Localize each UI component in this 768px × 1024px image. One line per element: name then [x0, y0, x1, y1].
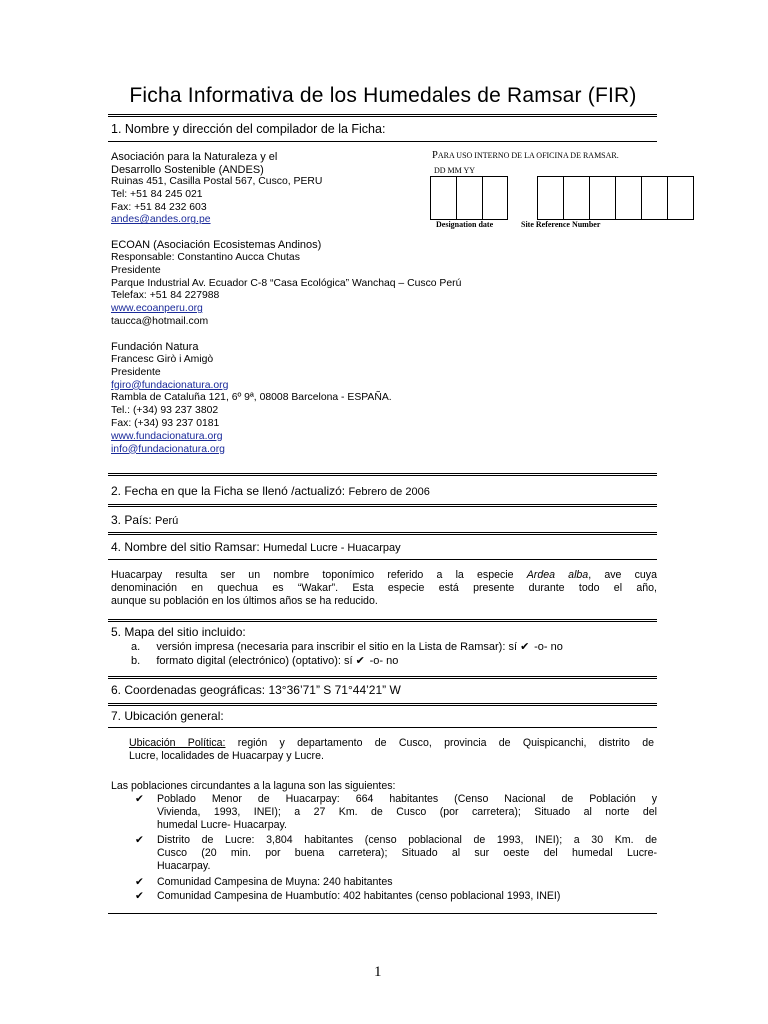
designation-date-label: Designation date: [436, 220, 494, 229]
office-label: PARA USO INTERNO DE LA OFICINA DE RAMSAR.: [432, 150, 619, 161]
fn-line: Francesc Girò i Amigò: [111, 354, 214, 365]
andes-email-link[interactable]: andes@andes.org.pe: [111, 214, 211, 226]
check-mark-icon: ✔: [135, 876, 144, 888]
divider: [108, 619, 657, 622]
section-3-heading: 3. País: Perú: [111, 513, 179, 527]
section-7-heading: 7. Ubicación general:: [111, 709, 224, 723]
divider: [108, 703, 657, 706]
list-item: Distrito de Lucre: 3,804 habitantes (censo poblacional de 1993, INEI); a 30 Km. de Cusco (20 min. por buena carretera); Situado al sur oeste del humedal Lucre- Huacarpay.: [157, 834, 657, 872]
site-name: Humedal Lucre - Huacarpay: [263, 542, 401, 554]
check-mark-icon: ✔: [135, 890, 144, 902]
site-reference-boxes[interactable]: [537, 176, 694, 220]
country: Perú: [155, 515, 179, 527]
divider: [108, 676, 657, 679]
fn-line: Fax: (+34) 93 237 0181: [111, 417, 220, 429]
fill-date: Febrero de 2006: [348, 486, 430, 498]
fn-info-link[interactable]: info@fundacionatura.org: [111, 443, 225, 455]
andes-contact: [111, 176, 322, 227]
fn-email-link[interactable]: fgiro@fundacionatura.org: [111, 379, 229, 391]
divider: [108, 559, 657, 560]
ecoan-line: Responsable: Constantino Aucca Chutas: [111, 252, 300, 263]
ecoan-line: ECOAN (Asociación Ecosistemas Andinos): [111, 239, 322, 251]
list-item: Poblado Menor de Huacarpay: 664 habitantes (Censo Nacional de Población y Vivienda, 1993, INEI); a 27 Km. de Cusco (por carretera); Situado al norte del humedal Lucre- Huacarpay.: [157, 793, 657, 831]
list-item: Comunidad Campesina de Huambutío: 402 habitantes (censo poblacional 1993, INEI): [157, 890, 561, 902]
fn-block: [111, 354, 392, 456]
fn-line: Fundación Natura: [111, 341, 199, 353]
section-1-heading: 1. Nombre y dirección del compilador de la Ficha:: [111, 122, 386, 136]
divider: [108, 114, 657, 117]
andes-line: Tel: +51 84 245 021: [111, 188, 203, 200]
check-mark-icon: ✔: [135, 834, 144, 846]
ecoan-line: Parque Industrial Av. Ecuador C-8 “Casa Ecológica” Wanchaq – Cusco Perú: [111, 277, 462, 289]
andes-line: Desarrollo Sostenible (ANDES): [111, 163, 264, 176]
andes-block: [111, 151, 277, 177]
ecoan-block: [111, 252, 461, 329]
fn-line: Rambla de Cataluña 121, 6º 9ª, 08008 Barcelona - ESPAÑA.: [111, 392, 392, 404]
map-options: [131, 640, 563, 668]
designation-date-boxes[interactable]: [430, 176, 508, 220]
divider: [108, 913, 657, 914]
check-mark-icon: ✔: [355, 655, 365, 667]
political-location-label: Ubicación Política:: [129, 737, 226, 749]
section-5-heading: 5. Mapa del sitio incluido:: [111, 625, 246, 639]
site-reference-label: Site Reference Number: [521, 220, 601, 229]
map-option-printed: a. versión impresa (necesaria para inscribir el sitio en la Lista de Ramsar): sí ✔ -o- no: [131, 641, 563, 653]
check-mark-icon: ✔: [135, 793, 144, 805]
section-4-heading: 4. Nombre del sitio Ramsar: Humedal Lucre - Huacarpay: [111, 540, 401, 554]
ecoan-web-link[interactable]: www.ecoanperu.org: [111, 303, 203, 315]
date-format-label: DD MM YY: [434, 166, 476, 175]
ecoan-line: Presidente: [111, 264, 161, 276]
fn-line: Tel.: (+34) 93 237 3802: [111, 405, 219, 417]
list-item: Comunidad Campesina de Muyna: 240 habitantes: [157, 876, 393, 888]
coordinates: 13°36’71” S 71°44’21” W: [268, 683, 401, 697]
divider: [108, 532, 657, 535]
population-intro: Las poblaciones circundantes a la laguna son las siguientes:: [111, 780, 396, 792]
divider: [108, 727, 657, 728]
section-2-heading: 2. Fecha en que la Ficha se llenó /actualizó: Febrero de 2006: [111, 484, 430, 498]
andes-line: Ruinas 451, Casilla Postal 567, Cusco, PERU: [111, 176, 323, 187]
fn-line: Presidente: [111, 366, 161, 378]
divider: [108, 141, 657, 142]
ecoan-title: [111, 239, 321, 252]
section-6-heading: 6. Coordenadas geográficas: 13°36’71” S 71°44’21” W: [111, 683, 401, 697]
map-option-digital: b. formato digital (electrónico) (optativo): sí ✔ -o- no: [131, 655, 399, 667]
page-number: 1: [374, 964, 382, 980]
check-mark-icon: ✔: [520, 641, 530, 653]
andes-line: Asociación para la Naturaleza y el: [111, 151, 278, 163]
ecoan-line: Telefax: +51 84 227988: [111, 290, 220, 302]
divider: [108, 504, 657, 507]
fn-title: [111, 341, 198, 354]
site-description: Huacarpay resulta ser un nombre toponímico referido a la especie Ardea alba, ave cuya denominación en quechua es “Wakar”. Esta especie está presente durante todo el año, aunque su población en los últimos años se ha reducido.: [111, 569, 657, 607]
divider: [108, 473, 657, 476]
political-location: Ubicación Política: región y departamento de Cusco, provincia de Quispicanchi, distrito de Lucre, localidades de Huacarpay y Lucre.: [129, 737, 654, 762]
fn-web-link[interactable]: www.fundacionatura.org: [111, 430, 223, 442]
document-title: Ficha Informativa de los Humedales de Ramsar (FIR): [129, 84, 637, 107]
ecoan-email: taucca@hotmail.com: [111, 315, 209, 327]
andes-line: Fax: +51 84 232 603: [111, 201, 207, 213]
